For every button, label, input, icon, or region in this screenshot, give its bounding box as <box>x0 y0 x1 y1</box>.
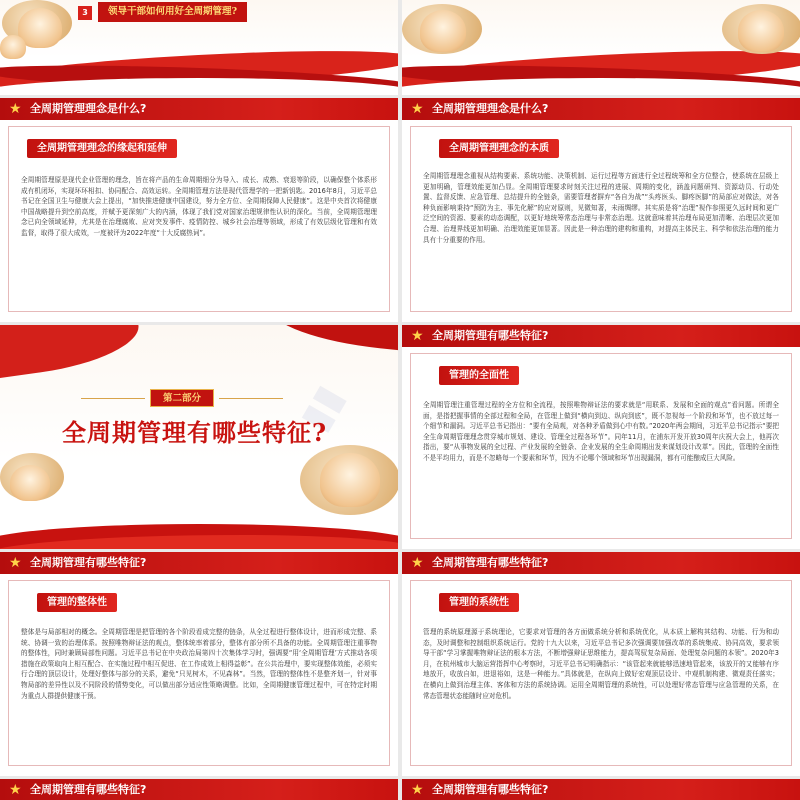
white-wave-decoration <box>402 78 800 95</box>
star-icon: ★ <box>411 101 424 117</box>
body-text: 全周期管理注重管理过程的全方位和全流程，按照唯物辩证法的要求就是“用联系、发展和全面的观点”看问题。所谓全面，是指把握事情的全部过程和全局，在管理上做到“横向到边、纵向到底”，既不忽视每一个阶段和环节，也不放过每一个细节和漏洞。习近平总书记指出：“要有全局观，对各种矛盾做到心中有数。”2020年两会期间，习近平总书记指示“要把全生命周期管理理念贯穿城市规划、建设、管理全过程各环节”。同年11月，在浦东开发开放30周年庆祝大会上，他再次指出，要“从事物发展的全过程、产业发展的全链条、企业发展的全生命周期出发来谋划设计改革”。因此，管理的全面性不是平均用力，而是不忽略每一个要素和环节，因为不论哪个领域和环节出现漏洞，都有可能酿成巨大风险。 <box>423 401 779 462</box>
white-wave-decoration <box>0 78 398 95</box>
star-icon: ★ <box>411 555 424 571</box>
header-title: 全周期管理有哪些特征? <box>30 556 147 569</box>
content-frame <box>410 580 792 766</box>
header-title: 全周期管理有哪些特征? <box>432 556 549 569</box>
slide-feature-comprehensive <box>402 325 800 549</box>
header-title: 全周期管理有哪些特征? <box>432 783 549 796</box>
slide-title-banner <box>0 0 398 95</box>
slide-section-divider <box>0 325 398 549</box>
section-pill: 全周期管理理念的缘起和延伸 <box>27 139 177 158</box>
slide-number: 3 <box>78 6 92 20</box>
slide-feature-holistic <box>0 552 398 776</box>
slide-partial <box>0 779 398 800</box>
star-icon: ★ <box>9 101 22 117</box>
content-frame <box>8 580 390 766</box>
lotus-flower-icon <box>420 10 466 52</box>
lotus-flower-icon <box>320 453 380 507</box>
section-pill: 全周期管理理念的本质 <box>439 139 559 158</box>
body-text: 整体是与局部相对的概念。全周期管理是把管理的各个阶段看成完整的链条，从全过程进行整体设计，进而形成完整、系统、协调一致的治理体系。按照唯物辩证法的观点，整体统率着部分，整体有部分所不具备的功能。全周期管理注重事物的整体性，同时兼顾局部性问题。习近平总书记在中央政治局第四十次集体学习时，强调要“用‘全周期管理’方式推动各项措施在政策取向上相互配合、在实施过程中相互促进、在工作成效上相得益彰”。在公共治理中，要实现整体效能，必须实行合理的顶层设计，处理好整体与部分的关系，避免“只见树木，不见森林”。当然，管理的整体性不是整齐划一，针对事物局部的差异性以及不同阶段的情势变化，可以做出部分适应性策略调整。比如，全周期健康管理过程中，可在特定时期为重点人群提供健康干预。 <box>21 628 377 700</box>
slide-header <box>402 325 800 347</box>
body-text: 管理的系统原理源于系统理论，它要求对管理的各方面做系统分析和系统优化，从本质上解构其结构、功能、行为和动态，及时调整和控制组织系统运行。党的十九大以来，习近平总书记多次强调要加强改革的系统集成、协同高效，要求领导干部“学习掌握唯物辩证法的根本方法，不断增强辩证思维能力，提高驾驭复杂局面、处理复杂问题的本领”。2020年3月，在杭州城市大脑运营指挥中心考察时，习近平总书记明确指示：“该管起来就能够迅速地管起来，该放开的又能够有序地放开，收放自如，进退裕如，这是一种能力。”具体就是，在纵向上做好宏观顶层设计、中观机制构建、微观责任落实；在横向上做到治理主体、客体和方法的系统协调。运用全周期管理的系统性，可以处理好常态管理与应急管理的关系，在常态管理状态能随时应对危机。 <box>423 628 779 700</box>
slide-header <box>402 552 800 574</box>
star-icon: ★ <box>9 555 22 571</box>
watermark: ▮▮ <box>291 377 353 439</box>
header-title: 全周期管理理念是什么? <box>432 102 549 115</box>
content-frame <box>410 126 792 312</box>
body-text: 全周期管理原是现代企业管理的理念，旨在将产品的生命周期细分为导入、成长、成熟、衰退等阶段，以确保整个体系形成有机闭环，实现环环相扣、协同配合、高效运转。全周期管理方法是现代管理学的一把新钥匙。2016年8月，习近平总书记在全国卫生与健康大会上提出，“加快推进健康中国建设，努力全方位、全周期保障人民健康”。这是中央首次将健康中国战略提升到空前高度，并赋予更深刻广大的内涵，体现了我们党对国家治理规律性认识的深化。当前，全周期管理理念已向全领域延伸，尤其是在治理腐败、应对突发事件、疫情防控、城乡社会治理等领域，形成了有效层级化管理和有效监督，取得了很大成效，一度被评为2022年度“十大反腐热词”。 <box>21 176 377 237</box>
content-frame <box>8 126 390 312</box>
section-pill: 管理的全面性 <box>439 366 519 385</box>
header-title: 全周期管理有哪些特征? <box>30 783 147 796</box>
header-title: 全周期管理理念是什么? <box>30 102 147 115</box>
question-title: 领导干部如何用好全周期管理? <box>98 2 247 22</box>
slide-partial <box>402 779 800 800</box>
header-title: 全周期管理有哪些特征? <box>432 329 549 342</box>
section-pill: 管理的系统性 <box>439 593 519 612</box>
lotus-flower-icon <box>0 35 26 59</box>
slide-header <box>0 779 398 800</box>
slide-header <box>402 98 800 120</box>
slide-concept-origin <box>0 98 398 322</box>
section-title: 全周期管理有哪些特征? <box>62 418 328 447</box>
slide-decorative-top <box>402 0 800 95</box>
star-icon: ★ <box>411 328 424 344</box>
slide-header <box>0 552 398 574</box>
content-frame <box>410 353 792 539</box>
lotus-flower-icon <box>738 10 784 52</box>
section-pill: 管理的整体性 <box>37 593 117 612</box>
slide-feature-systematic <box>402 552 800 776</box>
body-text: 全周期管理理念重视从结构要素、系统功能、决策机制、运行过程等方面进行全过程统筹和全方位整合，使系统在层级上更加明确，管理效能更加凸显。全周期管理要求时刻关注过程的进展、周期的变化，涵盖问题研判、资源动员、行动处置、监督反馈、应急管理、总结提升的全链条，需要管理者摒弃“各自为战”“头疼医头、脚疼医脚”的局部应对做法，对各种负面影响秉持“预防为主、事先化解”的应对原则，见微知著，未雨绸缪。其实质是将“治理”视作参照更久远时间和更广泛空间的资源、要素的动态调配，以更好地统筹常态治理与非常态治理。这就意味着其治理布局更加清晰、治理层次更加合理、治理界线更加明确、治理效能更加显著。因此是一种治理的建构和重构，对提高主体民主、科学和依法治理的能力具有十分重要的作用。 <box>423 172 779 244</box>
lotus-flower-icon <box>10 465 50 501</box>
section-badge: 第二部分 <box>150 389 214 407</box>
slide-header <box>402 779 800 800</box>
slide-header <box>0 98 398 120</box>
star-icon: ★ <box>411 782 424 798</box>
star-icon: ★ <box>9 782 22 798</box>
slide-concept-essence <box>402 98 800 322</box>
